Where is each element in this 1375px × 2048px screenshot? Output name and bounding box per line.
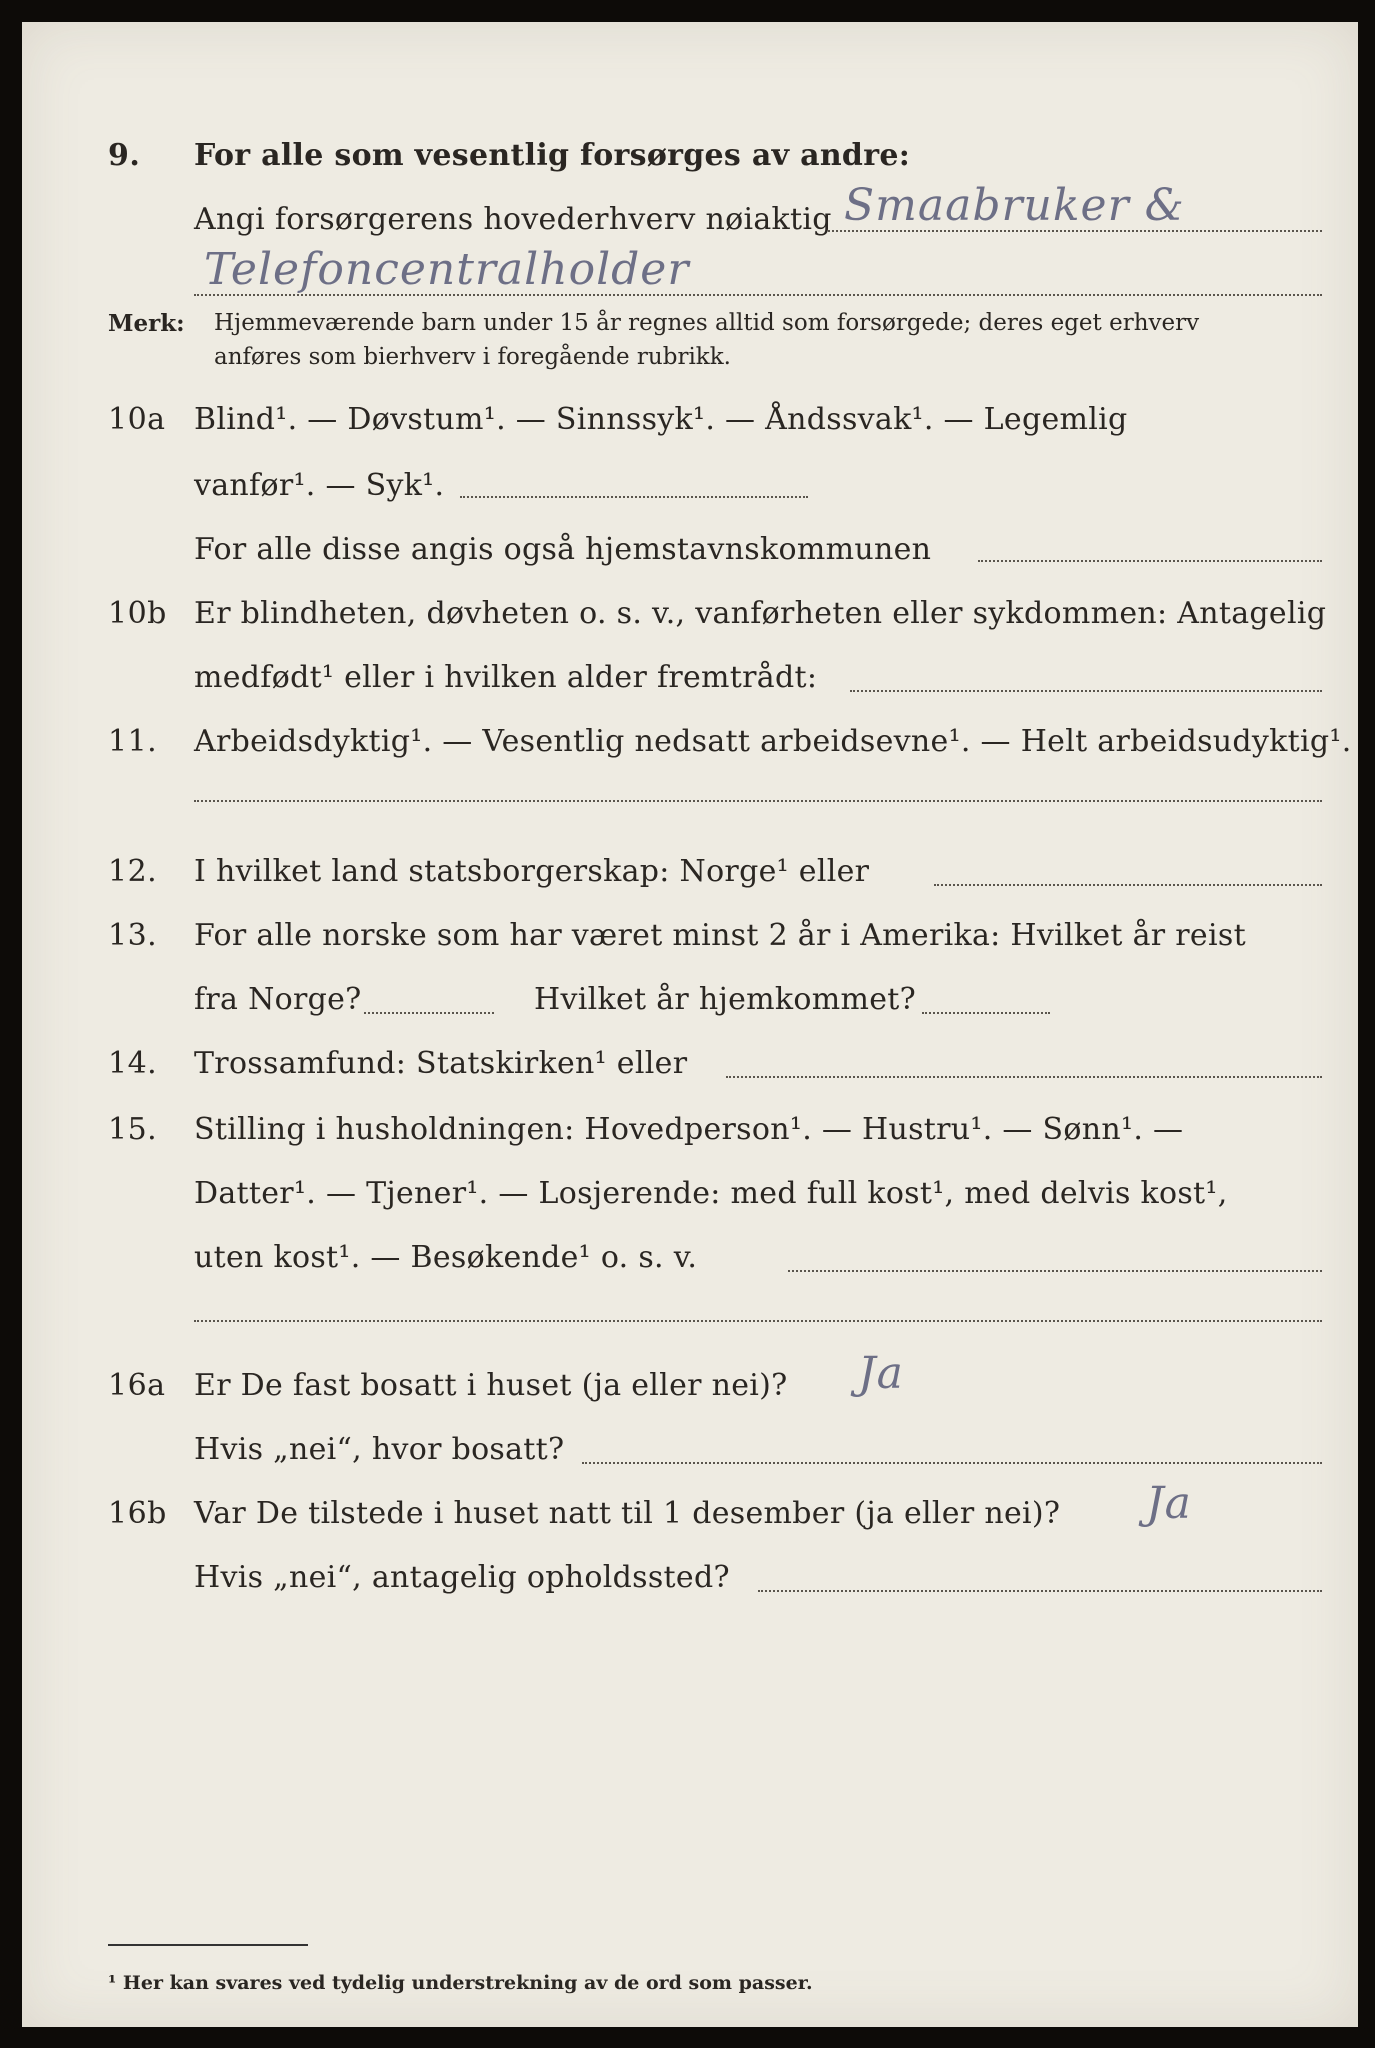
q16b-line-1: Var De tilstede i huset natt til 1 desember (ja eller nei)? [194, 1496, 1061, 1531]
q14-line-1: Trossamfund: Statskirken¹ eller [194, 1046, 688, 1081]
q15-line-2: Datter¹. — Tjener¹. — Losjerende: med full kost¹, med delvis kost¹, [194, 1176, 1228, 1211]
question-number-9: 9. [108, 138, 141, 173]
q10a-line-1: Blind¹. — Døvstum¹. — Sinnssyk¹. — Åndssvak¹. — Legemlig [194, 402, 1128, 437]
form-page [22, 22, 1358, 2027]
q10a-line-3: For alle disse angis også hjemstavnskommunen [194, 532, 932, 567]
q16a-line-1: Er De fast bosatt i huset (ja eller nei)? [194, 1368, 788, 1403]
q9-heading: For alle som vesentlig forsørges av andre: [194, 138, 911, 173]
q10b-line-1: Er blindheten, døvheten o. s. v., vanførheten eller sykdommen: Antagelig [194, 596, 1327, 631]
q13-line-1: For alle norske som har været minst 2 år i Amerika: Hvilket år reist [194, 918, 1246, 953]
question-number-12: 12. [108, 854, 158, 889]
merk-text-2: anføres som bierhverv i foregående rubrikk. [214, 344, 731, 370]
question-number-11: 11. [108, 724, 158, 759]
q15-extra-line [194, 1320, 1322, 1322]
q13-line-2a: fra Norge? [194, 982, 362, 1017]
q9-handwritten-answer-1: Smaabruker & [844, 180, 1185, 231]
q12-answer-line [934, 884, 1322, 886]
question-number-16a: 16a [108, 1368, 166, 1403]
q16b-handwritten-answer: Ja [1146, 1478, 1192, 1529]
q9-handwritten-answer-2: Telefoncentralholder [204, 244, 690, 295]
q13-line-2b: Hvilket år hjemkommet? [534, 982, 917, 1017]
question-number-10a: 10a [108, 402, 166, 437]
merk-label: Merk: [108, 310, 185, 337]
question-number-13: 13. [108, 918, 158, 953]
q13-reist-line [364, 1012, 494, 1014]
q10a-syk-line [460, 496, 808, 498]
q14-answer-line [726, 1076, 1322, 1078]
question-number-15: 15. [108, 1112, 158, 1147]
footnote-rule [108, 1944, 308, 1946]
q13-hjemkommet-line [922, 1012, 1050, 1014]
q11-answer-line [194, 800, 1322, 802]
q11-line-1: Arbeidsdyktig¹. — Vesentlig nedsatt arbeidsevne¹. — Helt arbeidsudyktig¹. [194, 724, 1352, 759]
question-number-16b: 16b [108, 1496, 167, 1531]
q10a-kommune-line [978, 560, 1322, 562]
q16b-answer-line [758, 1590, 1322, 1592]
q16a-answer-line [582, 1462, 1322, 1464]
q16a-handwritten-answer: Ja [858, 1348, 904, 1399]
q10b-line-2: medfødt¹ eller i hvilken alder fremtrådt: [194, 660, 818, 695]
q10a-line-2: vanfør¹. — Syk¹. [194, 468, 445, 503]
q15-line-3: uten kost¹. — Besøkende¹ o. s. v. [194, 1240, 698, 1275]
q9-label: Angi forsørgerens hovederhverv nøiaktig [194, 202, 832, 237]
question-number-14: 14. [108, 1046, 158, 1081]
q16b-line-2: Hvis „nei“, antagelig opholdssted? [194, 1560, 730, 1595]
footnote: ¹ Her kan svares ved tydelig understrekning av de ord som passer. [108, 1972, 813, 1994]
q15-answer-line [788, 1270, 1322, 1272]
merk-text-1: Hjemmeværende barn under 15 år regnes alltid som forsørgede; deres eget erhverv [214, 310, 1200, 336]
question-number-10b: 10b [108, 596, 167, 631]
q12-line-1: I hvilket land statsborgerskap: Norge¹ eller [194, 854, 870, 889]
q16a-line-2: Hvis „nei“, hvor bosatt? [194, 1432, 565, 1467]
q10b-answer-line [850, 690, 1322, 692]
q15-line-1: Stilling i husholdningen: Hovedperson¹. — Hustru¹. — Sønn¹. — [194, 1112, 1184, 1147]
